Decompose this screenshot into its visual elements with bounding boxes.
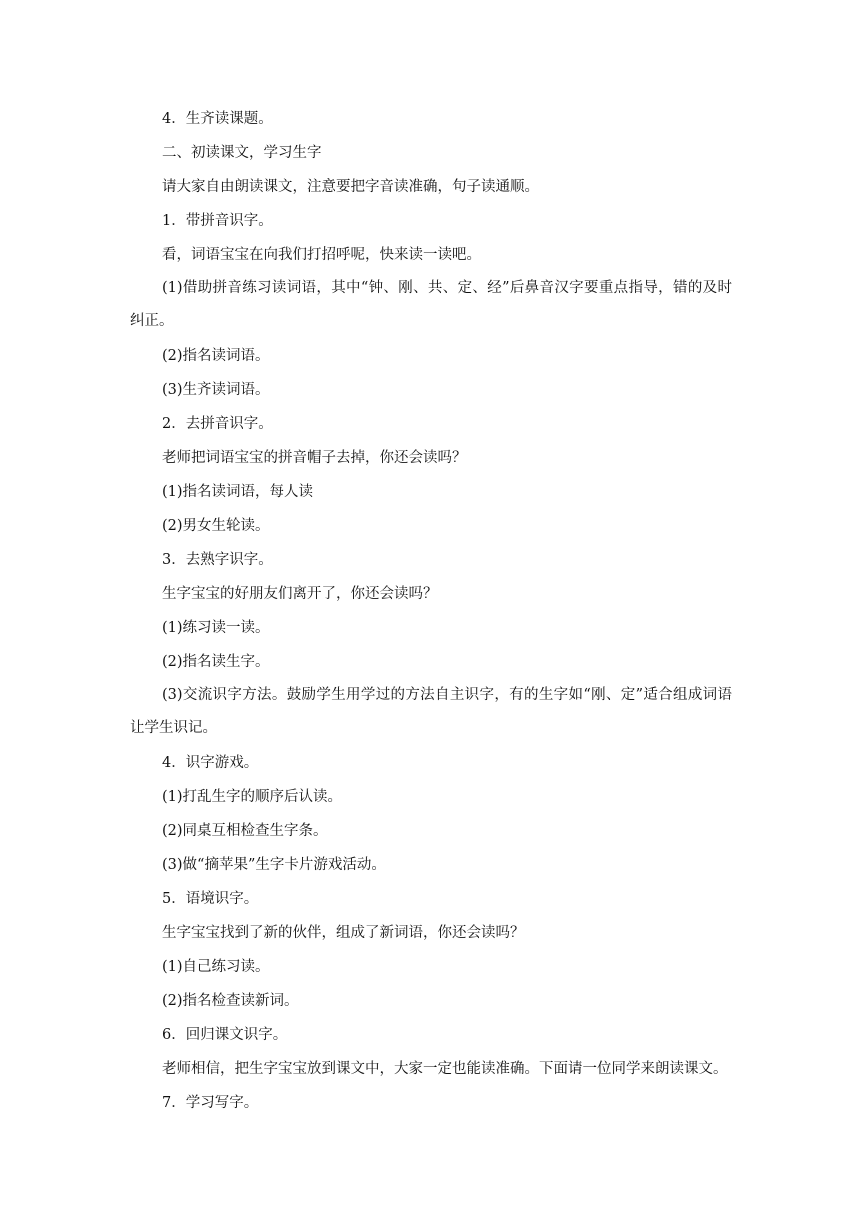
section-heading: 二、初读课文，学习生字 xyxy=(162,145,322,161)
step-heading: 3．去熟字识字。 xyxy=(162,552,273,568)
step-heading: 1．带拼音识字。 xyxy=(162,213,273,229)
step-heading: 2．去拼音识字。 xyxy=(162,416,273,432)
paragraph: (1)借助拼音练习读词语，其中“钟、刚、共、定、经”后鼻音汉字要重点指导，错的及时纠正。 xyxy=(130,280,732,329)
paragraph: (1)练习读一读。 xyxy=(162,620,270,636)
paragraph: (2)指名检查读新词。 xyxy=(162,993,299,1009)
paragraph: 老师把词语宝宝的拼音帽子去掉，你还会读吗？ xyxy=(162,450,467,466)
paragraph: 生字宝宝的好朋友们离开了，你还会读吗？ xyxy=(162,586,438,602)
paragraph: 看，词语宝宝在向我们打招呼呢，快来读一读吧。 xyxy=(162,247,481,263)
step-heading: 7．学习写字。 xyxy=(162,1095,259,1111)
paragraph: (3)生齐读词语。 xyxy=(162,382,270,398)
paragraph: (2)指名读词语。 xyxy=(162,348,270,364)
paragraph: (1)自己练习读。 xyxy=(162,959,270,975)
paragraph: 请大家自由朗读课文，注意要把字音读准确，句子读通顺。 xyxy=(162,179,539,195)
paragraph: (1)指名读词语，每人读 xyxy=(162,484,314,500)
paragraph: (3)交流识字方法。鼓励学生用学过的方法自主识字，有的生字如“刚、定”适合组成词语让学生识记。 xyxy=(130,687,732,736)
paragraph: 老师相信，把生字宝宝放到课文中，大家一定也能读准确。下面请一位同学来朗读课文。 xyxy=(162,1061,728,1077)
paragraph: (1)打乱生字的顺序后认读。 xyxy=(162,789,343,805)
step-heading: 4．识字游戏。 xyxy=(162,755,259,771)
paragraph: (2)同桌互相检查生字条。 xyxy=(162,823,328,839)
paragraph: 4．生齐读课题。 xyxy=(162,111,273,127)
step-heading: 6．回归课文识字。 xyxy=(162,1027,288,1043)
paragraph: 生字宝宝找到了新的伙伴，组成了新词语，你还会读吗？ xyxy=(162,925,525,941)
paragraph: (2)指名读生字。 xyxy=(162,654,270,670)
paragraph: (3)做“摘苹果”生字卡片游戏活动。 xyxy=(162,857,386,873)
paragraph: (2)男女生轮读。 xyxy=(162,518,270,534)
document-body xyxy=(130,107,732,1125)
step-heading: 5．语境识字。 xyxy=(162,891,259,907)
